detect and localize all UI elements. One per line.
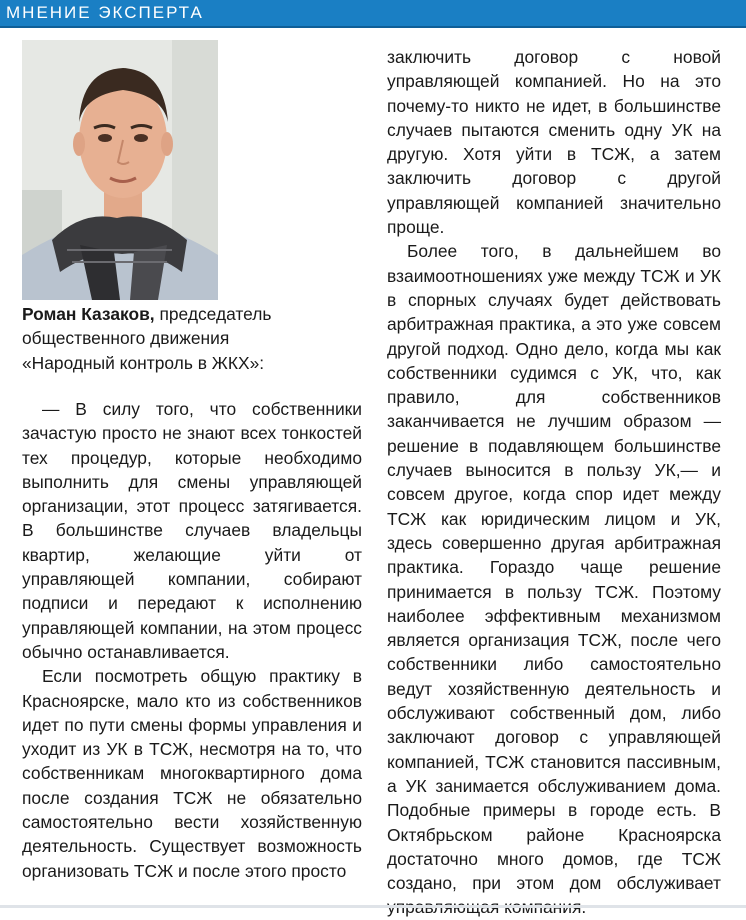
expert-role-2: общественного движения [22,328,230,349]
article-paragraph: — В силу того, что собственники зачастую просто не знают всех тонкостей тех процедур, которые необходимо выполнить для смены управляющей организации, этот процесс затягивается. В большинстве случаев владельцы квартир, желающие уйти от управляющей компании, собирают подписи и передают к исполнению управляющей компании, на этом процесс обычно останавливается. [22,399,362,662]
section-header [0,0,746,28]
section-title: МНЕНИЕ ЭКСПЕРТА [6,3,204,22]
expert-name: Роман Казаков, [22,304,155,324]
expert-role-3: «Народный контроль в ЖКХ»: [22,352,265,373]
article-paragraph: Более того, в дальнейшем во взаимоотношениях уже между ТСЖ и УК в спорных случаях будет действовать арбитражная практика, а это уже совсем другой подход. Одно дело, когда мы как собственники судимся с УК, что, как правило, для собственников заканчивается не лучшим образом — решение в подавляющем большинстве случаев выносится в пользу УК,— и совсем другое, когда спор идет между ТСЖ как юридическим лицом и УК, здесь совершенно другая арбитражная практика. Гораздо чаще решение принимается в пользу ТСЖ. Поэтому наиболее эффективным механизмом является организация ТСЖ, после чего собственники либо самостоятельно ведут хозяйственную деятельность и обслуживают собственный дом, либо заключают договор с управляющей компанией, ТСЖ становится пассивным, а УК занимается обслуживанием дома. Подобные примеры в городе есть. В Октябрьском районе Красноярска достаточно много домов, где ТСЖ создано, при этом дом обслуживает [387,241,721,894]
expert-photo [22,40,218,300]
article-paragraph: заключить договор с новой управляющей компанией. Но на это почему-то никто не идет, в большинстве случаев пытаются сменить одну УК на другую. Хотя уйти в ТСЖ, а затем заключить договор с другой управляющей компанией значительно проще. [387,47,721,238]
portrait-illustration [22,40,218,300]
article-paragraph: Если посмотреть общую практику в Красноярске, мало кто из собственников идет по пути смены формы управления и уходит из УК в ТСЖ, несмотря на то, что собственникам многоквартирного дома после создания ТСЖ не обязательно самостоятельно вести хозяйственную деятельность. Существует возможность организовать ТСЖ и после этого просто [22,666,362,881]
article-column-right [387,45,721,920]
expert-caption [22,302,362,375]
article-column-left [22,397,362,883]
expert-role-1: председатель [154,304,272,324]
